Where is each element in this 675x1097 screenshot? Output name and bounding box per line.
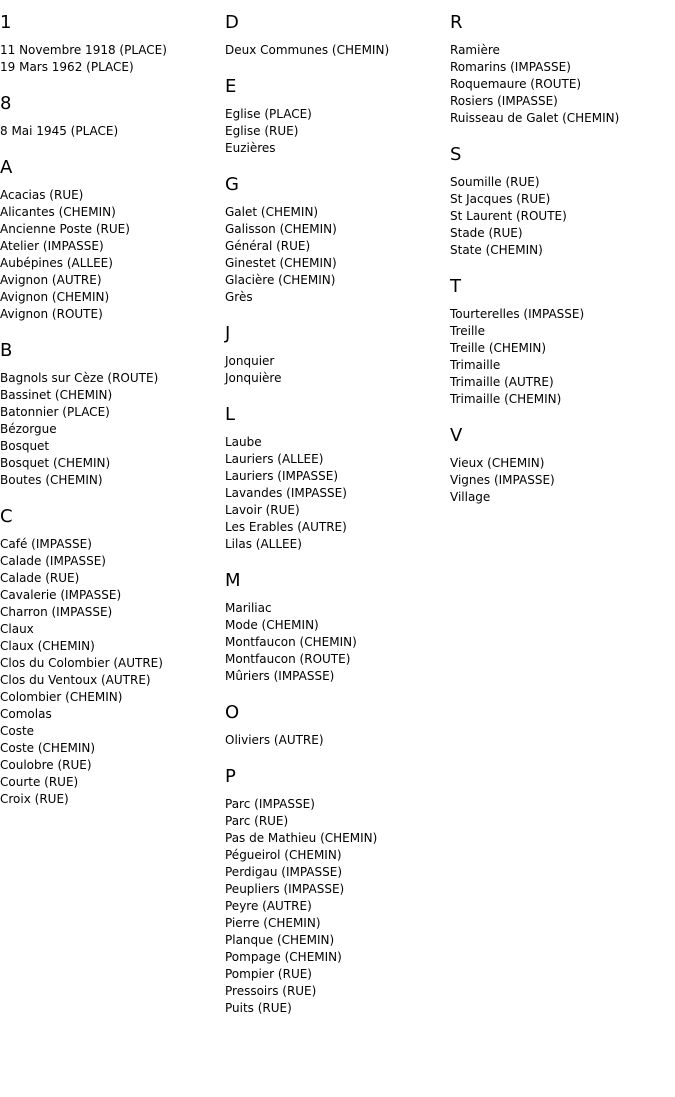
letter-heading: J [225,323,231,344]
street-name: St Laurent (ROUTE) [450,209,567,223]
street-name: Grès [225,290,253,304]
street-list [225,434,445,553]
letter-heading: G [225,174,239,195]
street-list [225,204,445,306]
street-list [450,42,670,127]
letter-heading: V [450,425,463,446]
street-name: Bagnols sur Cèze (ROUTE) [0,371,159,385]
letter-heading: A [0,157,13,178]
street-name: Bassinet (CHEMIN) [0,388,113,402]
street-name: Euzières [225,141,276,155]
street-name: Mode (CHEMIN) [225,618,319,632]
letter-group [0,340,220,489]
letter-group [0,12,220,76]
street-list [225,796,445,1017]
street-index-column-1 [0,12,220,825]
street-name: Romarins (IMPASSE) [450,60,571,74]
street-name: Croix (RUE) [0,792,69,806]
street-name: Coste [0,724,35,738]
street-name: Avignon (ROUTE) [0,307,103,321]
letter-heading: M [225,570,241,591]
street-name: Parc (IMPASSE) [225,797,315,811]
street-name: Stade (RUE) [450,226,523,240]
street-name: Batonnier (PLACE) [0,405,110,419]
street-name: Lauriers (ALLEE) [225,452,324,466]
street-name: Tourterelles (IMPASSE) [450,307,585,321]
street-name: Oliviers (AUTRE) [225,733,324,747]
street-name: Pégueirol (CHEMIN) [225,848,342,862]
street-list [225,42,445,59]
street-list [225,353,445,387]
street-name: Pressoirs (RUE) [225,984,317,998]
street-name: Atelier (IMPASSE) [0,239,104,253]
street-name: Courte (RUE) [0,775,79,789]
letter-group [225,12,445,59]
letter-heading: S [450,144,462,165]
street-name: Aubépines (ALLEE) [0,256,113,270]
letter-group [225,404,445,553]
street-name: Eglise (RUE) [225,124,299,138]
street-list [0,370,220,489]
street-name: Glacière (CHEMIN) [225,273,336,287]
street-name: Trimaille [450,358,501,372]
letter-heading: C [0,506,13,527]
street-list [0,536,220,808]
letter-heading: 8 [0,93,12,114]
street-list [0,42,220,76]
street-name: Général (RUE) [225,239,311,253]
street-name: Comolas [0,707,52,721]
letter-group [225,174,445,306]
street-name: Trimaille (CHEMIN) [450,392,562,406]
street-list [450,455,670,506]
street-name: 11 Novembre 1918 (PLACE) [0,43,167,57]
street-list [0,123,220,140]
street-name: Avignon (AUTRE) [0,273,102,287]
street-list [225,106,445,157]
street-name: Mûriers (IMPASSE) [225,669,335,683]
letter-heading: E [225,76,237,97]
street-name: Galisson (CHEMIN) [225,222,337,236]
street-name: Bézorgue [0,422,57,436]
street-name: Les Erables (AUTRE) [225,520,347,534]
street-name: Ramière [450,43,500,57]
street-name: Roquemaure (ROUTE) [450,77,582,91]
street-name: Soumille (RUE) [450,175,540,189]
street-name: Peupliers (IMPASSE) [225,882,345,896]
letter-heading: B [0,340,13,361]
street-name: Coste (CHEMIN) [0,741,96,755]
street-name: Lilas (ALLEE) [225,537,302,551]
letter-group [225,702,445,749]
street-name: Cavalerie (IMPASSE) [0,588,122,602]
street-list [225,600,445,685]
street-name: Planque (CHEMIN) [225,933,335,947]
street-name: Clos du Ventoux (AUTRE) [0,673,151,687]
letter-group [450,425,670,506]
street-list [0,187,220,323]
street-name: Treille (CHEMIN) [450,341,547,355]
street-name: Deux Communes (CHEMIN) [225,43,390,57]
street-name: Jonquière [225,371,282,385]
street-name: Calade (IMPASSE) [0,554,106,568]
street-name: Avignon (CHEMIN) [0,290,110,304]
street-name: Pompage (CHEMIN) [225,950,342,964]
street-name: Mariliac [225,601,272,615]
street-name: State (CHEMIN) [450,243,543,257]
street-name: Parc (RUE) [225,814,289,828]
street-name: Ginestet (CHEMIN) [225,256,337,270]
street-name: Vieux (CHEMIN) [450,456,545,470]
letter-heading: P [225,766,236,787]
street-list [450,174,670,259]
street-name: Coulobre (RUE) [0,758,92,772]
street-name: Charron (IMPASSE) [0,605,113,619]
street-index-column-2 [225,12,445,1034]
street-name: Lavoir (RUE) [225,503,300,517]
street-name: Peyre (AUTRE) [225,899,312,913]
street-name: Colombier (CHEMIN) [0,690,123,704]
street-name: Calade (RUE) [0,571,80,585]
street-name: Vignes (IMPASSE) [450,473,555,487]
street-name: Ruisseau de Galet (CHEMIN) [450,111,620,125]
street-name: Claux (CHEMIN) [0,639,95,653]
street-name: Alicantes (CHEMIN) [0,205,116,219]
street-name: Montfaucon (CHEMIN) [225,635,357,649]
street-name: Pierre (CHEMIN) [225,916,321,930]
street-name: Laube [225,435,262,449]
street-name: Pas de Mathieu (CHEMIN) [225,831,378,845]
street-name: Bosquet (CHEMIN) [0,456,111,470]
street-name: Trimaille (AUTRE) [450,375,554,389]
street-name: Treille [450,324,486,338]
street-name: Boutes (CHEMIN) [0,473,103,487]
street-name: Ancienne Poste (RUE) [0,222,130,236]
letter-group [225,570,445,685]
letter-group [225,76,445,157]
street-name: Eglise (PLACE) [225,107,312,121]
letter-group [450,144,670,259]
street-name: Galet (CHEMIN) [225,205,319,219]
street-name: Café (IMPASSE) [0,537,92,551]
street-name: 19 Mars 1962 (PLACE) [0,60,134,74]
street-name: St Jacques (RUE) [450,192,551,206]
street-list [450,306,670,408]
street-name: Clos du Colombier (AUTRE) [0,656,163,670]
street-name: Village [450,490,491,504]
street-name: Lauriers (IMPASSE) [225,469,339,483]
letter-group [0,157,220,323]
street-name: 8 Mai 1945 (PLACE) [0,124,119,138]
street-name: Lavandes (IMPASSE) [225,486,347,500]
street-name: Bosquet [0,439,50,453]
letter-heading: T [450,276,461,297]
letter-heading: O [225,702,240,723]
letter-heading: R [450,12,463,33]
street-name: Pompier (RUE) [225,967,312,981]
letter-group [450,276,670,408]
letter-group [0,93,220,140]
letter-group [225,766,445,1017]
street-name: Jonquier [225,354,275,368]
street-name: Claux [0,622,34,636]
letter-heading: 1 [0,12,12,33]
letter-group [225,323,445,387]
street-index-column-3 [450,12,670,523]
street-name: Acacias (RUE) [0,188,84,202]
street-name: Puits (RUE) [225,1001,292,1015]
street-name: Perdigau (IMPASSE) [225,865,343,879]
letter-heading: L [225,404,236,425]
street-name: Montfaucon (ROUTE) [225,652,351,666]
letter-group [450,12,670,127]
street-name: Rosiers (IMPASSE) [450,94,558,108]
letter-group [0,506,220,808]
street-list [225,732,445,749]
letter-heading: D [225,12,239,33]
